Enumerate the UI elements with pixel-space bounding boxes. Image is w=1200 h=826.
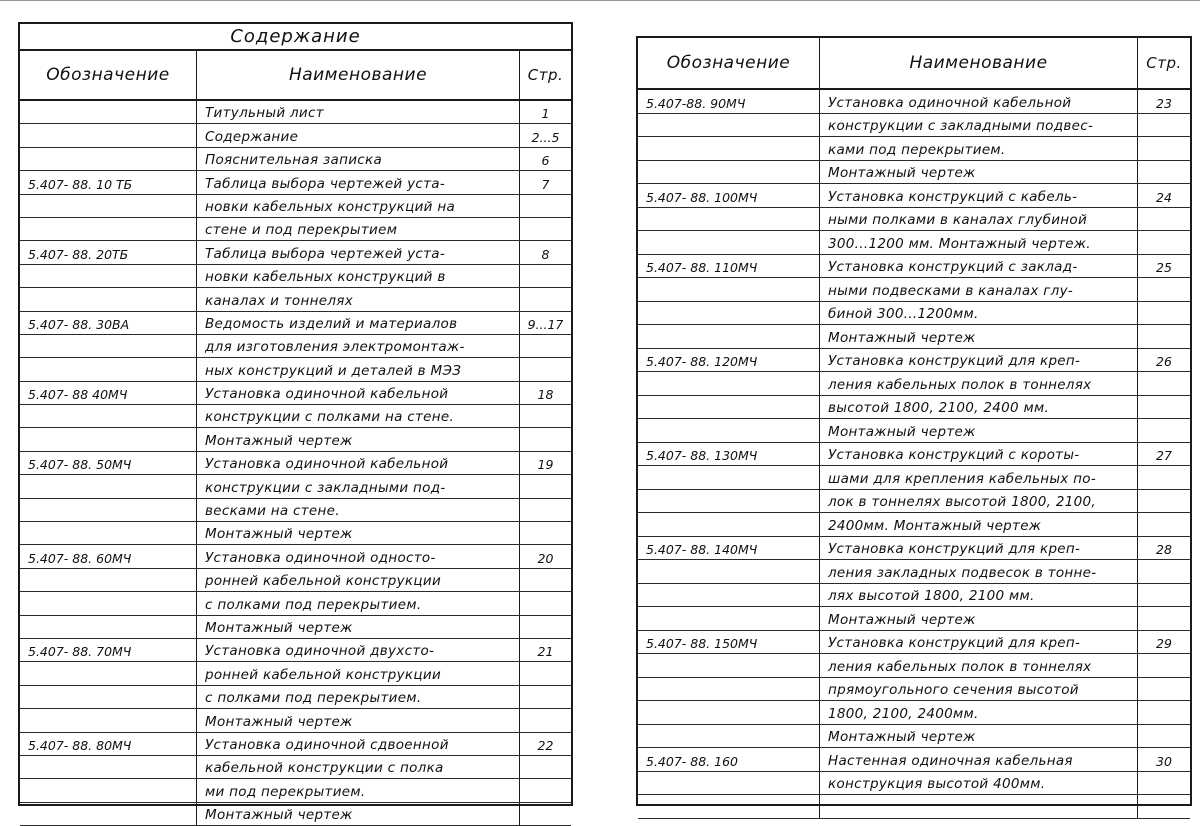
- row-name-cell: Монтажный чертеж: [820, 161, 1138, 184]
- row-name-cell: Установка конструкций с заклад-: [820, 255, 1138, 278]
- row-name-cell: ками под перекрытием.: [820, 137, 1138, 160]
- table-row: [638, 184, 1190, 208]
- table-row: [20, 475, 571, 498]
- table-row: [638, 584, 1190, 608]
- row-code-cell: [20, 616, 197, 638]
- row-code-cell: [20, 662, 197, 684]
- row-page-cell: 18: [537, 387, 554, 403]
- row-code-cell: [20, 709, 197, 731]
- table-body: [638, 90, 1190, 819]
- row-page-cell: [520, 265, 571, 287]
- row-page-cell: [520, 405, 571, 427]
- row-code-cell: 5.407- 88. 30ВА: [20, 312, 197, 334]
- table-row: [638, 325, 1190, 349]
- row-name-cell: Монтажный чертеж: [197, 616, 520, 638]
- table-row: [20, 686, 571, 709]
- row-name-cell: конструкции с закладными подвес-: [820, 114, 1138, 137]
- table-row: [638, 443, 1190, 467]
- table-row: [20, 616, 571, 639]
- header-code: Обозначение: [638, 38, 820, 88]
- row-page-cell: [520, 499, 571, 521]
- row-code-cell: 5.407- 88. 50МЧ: [20, 452, 197, 474]
- row-name-cell: ления кабельных полок в тоннелях: [820, 654, 1138, 677]
- row-page-cell: 20: [537, 550, 554, 566]
- row-code-cell: [20, 428, 197, 450]
- row-page-cell: [520, 756, 571, 778]
- row-code-cell: 5.407- 88. 110МЧ: [638, 255, 820, 278]
- row-code-cell: 5.407- 88. 100МЧ: [638, 184, 820, 207]
- row-name-cell: ными полками в каналах глубиной: [820, 208, 1138, 231]
- table-header: [20, 51, 571, 101]
- table-row: [638, 90, 1190, 114]
- row-page-cell: [520, 522, 571, 544]
- row-code-cell: [20, 475, 197, 497]
- row-name-cell: Монтажный чертеж: [197, 803, 520, 825]
- row-code-cell: [20, 218, 197, 240]
- table-row: [638, 560, 1190, 584]
- table-row: [20, 358, 571, 381]
- row-name-cell: Титульный лист: [197, 101, 520, 123]
- row-page-cell: 28: [1156, 542, 1172, 557]
- table-row: [638, 701, 1190, 725]
- row-code-cell: [20, 101, 197, 123]
- row-code-cell: [638, 654, 820, 677]
- row-code-cell: [638, 161, 820, 184]
- row-code-cell: [20, 358, 197, 380]
- row-name-cell: ронней кабельной конструкции: [197, 662, 520, 684]
- row-name-cell: конструкция высотой 400мм.: [820, 772, 1138, 795]
- row-code-cell: [20, 195, 197, 217]
- row-page-cell: 9...17: [527, 316, 564, 332]
- table-row: [20, 335, 571, 358]
- row-name-cell: Ведомость изделий и материалов: [197, 312, 520, 334]
- row-name-cell: Содержание: [197, 124, 520, 146]
- row-page-cell: [520, 358, 571, 380]
- row-name-cell: Монтажный чертеж: [820, 419, 1138, 442]
- row-page-cell: [1138, 466, 1190, 489]
- table-row: [20, 124, 571, 147]
- table-row: [638, 231, 1190, 255]
- table-row: [638, 631, 1190, 655]
- table-row: [20, 639, 571, 662]
- row-name-cell: шами для крепления кабельных по-: [820, 466, 1138, 489]
- row-page-cell: [1138, 208, 1190, 231]
- row-page-cell: [1138, 701, 1190, 724]
- row-code-cell: [20, 779, 197, 801]
- row-code-cell: [20, 592, 197, 614]
- table-row: [20, 709, 571, 732]
- table-row: [20, 499, 571, 522]
- row-page-cell: 8: [541, 246, 550, 262]
- page-edge-line: [0, 0, 1200, 1]
- row-code-cell: [638, 513, 820, 536]
- row-name-cell: каналах и тоннелях: [197, 288, 520, 310]
- table-row: [638, 419, 1190, 443]
- row-code-cell: 5.407- 88. 60МЧ: [20, 545, 197, 567]
- row-code-cell: [638, 678, 820, 701]
- table-row: [20, 241, 571, 264]
- row-name-cell: конструкции с полками на стене.: [197, 405, 520, 427]
- row-name-cell: лях высотой 1800, 2100 мм.: [820, 584, 1138, 607]
- row-name-cell: с полками под перекрытием.: [197, 592, 520, 614]
- row-name-cell: Монтажный чертеж: [197, 522, 520, 544]
- row-name-cell: Монтажный чертеж: [197, 428, 520, 450]
- row-code-cell: [638, 325, 820, 348]
- table-row: [638, 513, 1190, 537]
- row-name-cell: конструкции с закладными под-: [197, 475, 520, 497]
- row-page-cell: 1: [541, 106, 550, 122]
- row-name-cell: новки кабельных конструкций в: [197, 265, 520, 287]
- row-page-cell: [1138, 654, 1190, 677]
- row-page-cell: [520, 616, 571, 638]
- table-row: [20, 148, 571, 171]
- row-page-cell: [1138, 607, 1190, 630]
- row-code-cell: 5.407- 88. 80МЧ: [20, 733, 197, 755]
- table-row: [638, 349, 1190, 373]
- row-name-cell: 300...1200 мм. Монтажный чертеж.: [820, 231, 1138, 254]
- row-page-cell: [1138, 137, 1190, 160]
- table-row: [20, 312, 571, 335]
- table-row: [20, 195, 571, 218]
- row-name-cell: ления закладных подвесок в тонне-: [820, 560, 1138, 583]
- table-row: [638, 255, 1190, 279]
- row-name-cell: новки кабельных конструкций на: [197, 195, 520, 217]
- row-code-cell: [638, 466, 820, 489]
- row-name-cell: Установка конструкций с короты-: [820, 443, 1138, 466]
- row-page-cell: [520, 195, 571, 217]
- row-name-cell: Монтажный чертеж: [820, 725, 1138, 748]
- table-row: [638, 278, 1190, 302]
- row-code-cell: 5.407- 88. 160: [638, 748, 820, 771]
- row-code-cell: [638, 725, 820, 748]
- table-row: [638, 466, 1190, 490]
- row-page-cell: [1138, 325, 1190, 348]
- row-name-cell: Настенная одиночная кабельная: [820, 748, 1138, 771]
- row-page-cell: [520, 475, 571, 497]
- row-page-cell: [1138, 372, 1190, 395]
- row-page-cell: 21: [537, 644, 554, 660]
- table-row: [638, 772, 1190, 796]
- row-name-cell: прямоугольного сечения высотой: [820, 678, 1138, 701]
- row-page-cell: [1138, 396, 1190, 419]
- table-row: [638, 490, 1190, 514]
- contents-sheet-right: [636, 36, 1192, 806]
- table-row: [20, 171, 571, 194]
- row-page-cell: [520, 662, 571, 684]
- table-row: [638, 396, 1190, 420]
- row-name-cell: кабельной конструкции с полка: [197, 756, 520, 778]
- row-name-cell: ных конструкций и деталей в МЭЗ: [197, 358, 520, 380]
- row-page-cell: [520, 218, 571, 240]
- row-code-cell: [638, 795, 820, 818]
- table-row: [20, 452, 571, 475]
- row-name-cell: Таблица выбора чертежей уста-: [197, 171, 520, 193]
- row-code-cell: [638, 114, 820, 137]
- row-page-cell: [520, 779, 571, 801]
- table-row: [20, 101, 571, 124]
- row-code-cell: [638, 772, 820, 795]
- row-name-cell: с полками под перекрытием.: [197, 686, 520, 708]
- table-row: [638, 748, 1190, 772]
- table-row: [638, 114, 1190, 138]
- row-code-cell: [20, 124, 197, 146]
- table-header: [638, 38, 1190, 90]
- row-name-cell: Установка одиночной односто-: [197, 545, 520, 567]
- header-page: Стр.: [527, 66, 564, 84]
- row-page-cell: 24: [1156, 189, 1172, 205]
- row-page-cell: 19: [537, 457, 554, 473]
- row-page-cell: [1138, 490, 1190, 513]
- row-code-cell: [20, 803, 197, 825]
- table-row: [20, 592, 571, 615]
- row-name-cell: Установка одиночной кабельной: [197, 452, 520, 474]
- row-name-cell: ми под перекрытием.: [197, 779, 520, 801]
- table-row: [20, 756, 571, 779]
- sheet-title: Содержание: [20, 24, 571, 51]
- row-code-cell: 5.407- 88. 20ТБ: [20, 241, 197, 263]
- row-page-cell: [1138, 678, 1190, 701]
- row-code-cell: [20, 686, 197, 708]
- row-page-cell: [520, 592, 571, 614]
- row-name-cell: Установка конструкций с кабель-: [820, 184, 1138, 207]
- row-page-cell: 26: [1156, 354, 1172, 369]
- table-row: [20, 522, 571, 545]
- row-page-cell: [520, 803, 571, 825]
- row-page-cell: 23: [1156, 95, 1172, 111]
- row-page-cell: [1138, 772, 1190, 795]
- row-page-cell: 7: [541, 176, 550, 192]
- row-code-cell: [20, 756, 197, 778]
- row-code-cell: 5.407- 88. 120МЧ: [638, 349, 820, 372]
- row-name-cell: Пояснительная записка: [197, 148, 520, 170]
- row-code-cell: [20, 265, 197, 287]
- row-name-cell: для изготовления электромонтаж-: [197, 335, 520, 357]
- row-name-cell: Монтажный чертеж: [820, 325, 1138, 348]
- header-code: Обозначение: [20, 51, 197, 99]
- row-code-cell: [20, 522, 197, 544]
- row-code-cell: [20, 405, 197, 427]
- row-page-cell: [1138, 560, 1190, 583]
- row-code-cell: [638, 302, 820, 325]
- row-name-cell: Установка одиночной двухсто-: [197, 639, 520, 661]
- row-name-cell: стене и под перекрытием: [197, 218, 520, 240]
- row-page-cell: [1138, 278, 1190, 301]
- row-page-cell: [520, 288, 571, 310]
- row-code-cell: 5.407-88. 90МЧ: [638, 90, 820, 113]
- table-row: [20, 288, 571, 311]
- header-name: Наименование: [820, 38, 1138, 88]
- table-row: [20, 218, 571, 241]
- row-page-cell: 27: [1156, 448, 1172, 463]
- table-row: [20, 733, 571, 756]
- row-code-cell: [638, 396, 820, 419]
- row-page-cell: [1138, 419, 1190, 442]
- row-code-cell: [638, 231, 820, 254]
- table-row: [638, 137, 1190, 161]
- row-code-cell: 5.407- 88. 10 ТБ: [20, 171, 197, 193]
- contents-sheet-left: [18, 22, 573, 824]
- table-row: [20, 428, 571, 451]
- row-page-cell: 6: [541, 153, 550, 169]
- row-page-cell: 25: [1156, 260, 1172, 275]
- row-name-cell: ления кабельных полок в тоннелях: [820, 372, 1138, 395]
- row-code-cell: 5.407- 88. 130МЧ: [638, 443, 820, 466]
- row-code-cell: [638, 419, 820, 442]
- row-code-cell: 5.407- 88. 140МЧ: [638, 537, 820, 560]
- row-code-cell: [638, 607, 820, 630]
- row-code-cell: [638, 490, 820, 513]
- table-row: [638, 725, 1190, 749]
- table-row: [638, 654, 1190, 678]
- row-page-cell: [1138, 302, 1190, 325]
- table-row: [638, 795, 1190, 819]
- row-name-cell: 2400мм. Монтажный чертеж: [820, 513, 1138, 536]
- row-page-cell: 30: [1156, 753, 1172, 769]
- row-page-cell: [1138, 114, 1190, 137]
- row-code-cell: 5.407- 88. 70МЧ: [20, 639, 197, 661]
- row-code-cell: [20, 335, 197, 357]
- table-row: [20, 803, 571, 826]
- row-name-cell: [820, 795, 1138, 818]
- table-body: [20, 101, 571, 826]
- table-row: [20, 545, 571, 568]
- row-code-cell: 5.407- 88. 150МЧ: [638, 631, 820, 654]
- row-page-cell: [1138, 725, 1190, 748]
- row-page-cell: [520, 709, 571, 731]
- row-page-cell: 29: [1156, 636, 1172, 651]
- row-name-cell: весками на стене.: [197, 499, 520, 521]
- row-page-cell: [520, 335, 571, 357]
- table-row: [20, 662, 571, 685]
- table-row: [20, 265, 571, 288]
- table-row: [20, 779, 571, 802]
- row-name-cell: Установка одиночной кабельной: [820, 90, 1138, 113]
- table-row: [20, 569, 571, 592]
- row-code-cell: [638, 372, 820, 395]
- row-page-cell: [520, 428, 571, 450]
- table-row: [20, 405, 571, 428]
- row-name-cell: Установка конструкций для креп-: [820, 631, 1138, 654]
- row-page-cell: [1138, 161, 1190, 184]
- row-page-cell: 2...5: [531, 129, 560, 145]
- row-code-cell: [638, 584, 820, 607]
- row-code-cell: [638, 278, 820, 301]
- header-name: Наименование: [197, 51, 520, 99]
- row-name-cell: Таблица выбора чертежей уста-: [197, 241, 520, 263]
- row-page-cell: [1138, 513, 1190, 536]
- row-name-cell: Монтажный чертеж: [197, 709, 520, 731]
- table-row: [638, 607, 1190, 631]
- table-row: [638, 161, 1190, 185]
- row-code-cell: [638, 208, 820, 231]
- header-page: Стр.: [1146, 54, 1182, 72]
- row-page-cell: [1138, 231, 1190, 254]
- row-name-cell: высотой 1800, 2100, 2400 мм.: [820, 396, 1138, 419]
- row-name-cell: ронней кабельной конструкции: [197, 569, 520, 591]
- row-code-cell: [20, 569, 197, 591]
- row-name-cell: ными подвесками в каналах глу-: [820, 278, 1138, 301]
- row-name-cell: биной 300...1200мм.: [820, 302, 1138, 325]
- row-name-cell: лок в тоннелях высотой 1800, 2100,: [820, 490, 1138, 513]
- table-row: [638, 537, 1190, 561]
- row-name-cell: Установка одиночной кабельной: [197, 382, 520, 404]
- row-code-cell: [20, 288, 197, 310]
- row-name-cell: Установка конструкций для креп-: [820, 349, 1138, 372]
- row-code-cell: [638, 560, 820, 583]
- row-page-cell: [1138, 795, 1190, 818]
- row-code-cell: [20, 499, 197, 521]
- row-name-cell: Установка одиночной сдвоенной: [197, 733, 520, 755]
- table-row: [20, 382, 571, 405]
- row-page-cell: 22: [537, 737, 554, 753]
- row-code-cell: [638, 701, 820, 724]
- table-row: [638, 208, 1190, 232]
- row-code-cell: [638, 137, 820, 160]
- table-row: [638, 372, 1190, 396]
- row-name-cell: Установка конструкций для креп-: [820, 537, 1138, 560]
- row-page-cell: [520, 569, 571, 591]
- row-name-cell: Монтажный чертеж: [820, 607, 1138, 630]
- row-code-cell: 5.407- 88 40МЧ: [20, 382, 197, 404]
- table-row: [638, 678, 1190, 702]
- row-page-cell: [1138, 584, 1190, 607]
- row-name-cell: 1800, 2100, 2400мм.: [820, 701, 1138, 724]
- row-code-cell: [20, 148, 197, 170]
- table-row: [638, 302, 1190, 326]
- row-page-cell: [520, 686, 571, 708]
